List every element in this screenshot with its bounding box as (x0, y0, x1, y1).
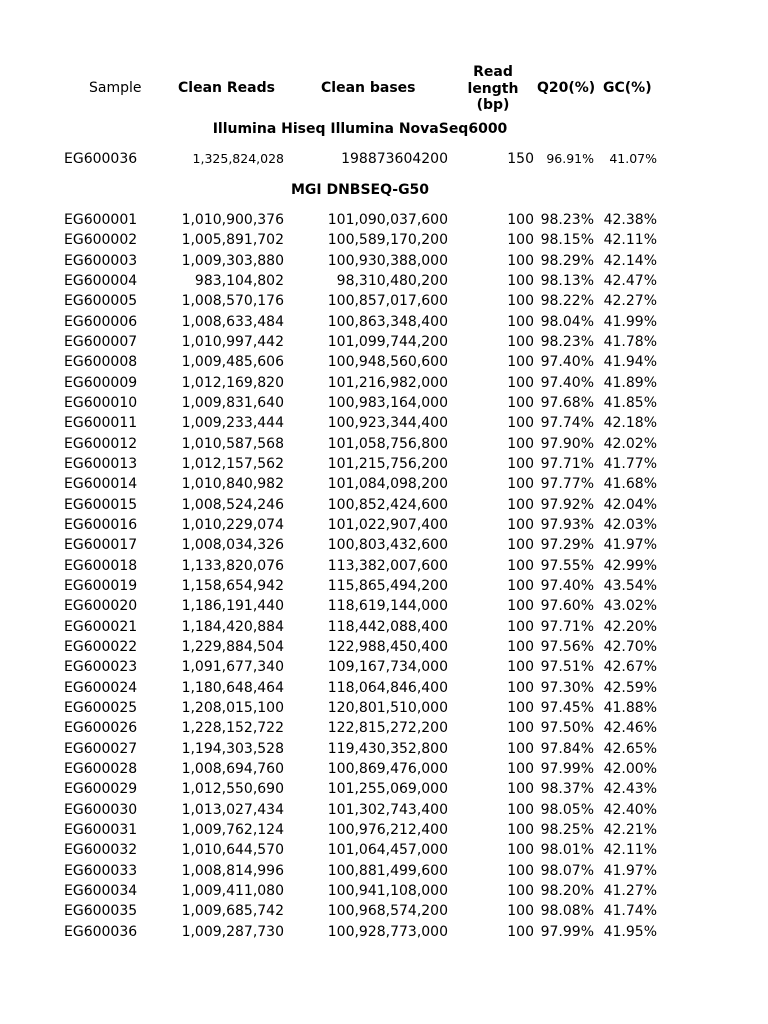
cell-q20: 97.40% (540, 354, 594, 371)
cell-q20: 98.08% (540, 903, 594, 920)
table-row (0, 271, 768, 291)
table-row (0, 251, 768, 271)
cell-gc: 41.97% (603, 537, 657, 554)
table-row (0, 434, 768, 454)
cell-gc: 42.11% (603, 232, 657, 249)
table-row (0, 698, 768, 718)
cell-gc: 41.74% (603, 903, 657, 920)
cell-clean-reads: 1,012,157,562 (181, 455, 284, 472)
cell-sample: EG600020 (64, 598, 138, 615)
cell-read-length: 100 (507, 659, 534, 676)
header-read-length (463, 64, 523, 114)
cell-clean-bases: 101,255,069,000 (327, 781, 448, 798)
cell-q20: 97.55% (540, 557, 594, 574)
cell-clean-reads: 1,009,233,444 (181, 415, 284, 432)
cell-gc: 41.88% (603, 699, 657, 716)
table-row (0, 922, 768, 942)
cell-clean-bases: 101,099,744,200 (327, 333, 448, 350)
cell-sample: EG600008 (64, 354, 138, 371)
cell-clean-bases: 100,968,574,200 (327, 903, 448, 920)
cell-read-length: 100 (507, 720, 534, 737)
cell-q20: 97.71% (540, 618, 594, 635)
table-row (0, 637, 768, 657)
table-row (0, 373, 768, 393)
cell-clean-reads: 983,104,802 (194, 272, 284, 289)
table-row (0, 779, 768, 799)
cell-clean-reads: 1,208,015,100 (181, 699, 284, 716)
section-title-illumina: Illumina Hiseq Illumina NovaSeq6000 (212, 121, 508, 137)
cell-sample: EG600021 (64, 618, 138, 635)
table-row (0, 556, 768, 576)
cell-clean-bases: 100,923,344,400 (327, 415, 448, 432)
cell-read-length: 100 (507, 496, 534, 513)
cell-clean-bases: 100,976,212,400 (327, 821, 448, 838)
cell-gc: 43.02% (603, 598, 657, 615)
cell-sample: EG600028 (64, 760, 138, 777)
cell-q20: 97.45% (540, 699, 594, 716)
cell-q20: 97.40% (540, 374, 594, 391)
cell-clean-bases: 198873604200 (341, 151, 448, 167)
cell-read-length: 100 (507, 232, 534, 249)
cell-read-length: 100 (507, 333, 534, 350)
cell-gc: 42.65% (603, 740, 657, 757)
cell-sample: EG600017 (64, 537, 138, 554)
cell-clean-reads: 1,180,648,464 (181, 679, 284, 696)
cell-read-length: 100 (507, 923, 534, 940)
cell-clean-reads: 1,013,027,434 (181, 801, 284, 818)
cell-q20: 98.20% (540, 882, 594, 899)
cell-clean-reads: 1,010,587,568 (181, 435, 284, 452)
cell-gc: 42.40% (603, 801, 657, 818)
cell-read-length: 100 (507, 272, 534, 289)
header-clean-bases: Clean bases (321, 80, 416, 96)
header-read-length-line2: length (467, 80, 519, 97)
cell-q20: 97.60% (540, 598, 594, 615)
table-row (0, 332, 768, 352)
cell-gc: 42.47% (603, 272, 657, 289)
cell-clean-reads: 1,009,831,640 (181, 394, 284, 411)
cell-read-length: 100 (507, 293, 534, 310)
cell-sample: EG600014 (64, 476, 138, 493)
cell-q20: 98.23% (540, 333, 594, 350)
cell-sample: EG600016 (64, 516, 138, 533)
cell-read-length: 100 (507, 618, 534, 635)
cell-read-length: 100 (507, 313, 534, 330)
cell-q20: 98.15% (540, 232, 594, 249)
cell-read-length: 100 (507, 435, 534, 452)
cell-sample: EG600022 (64, 638, 138, 655)
cell-clean-reads: 1,091,677,340 (181, 659, 284, 676)
cell-gc: 41.68% (603, 476, 657, 493)
cell-gc: 41.89% (603, 374, 657, 391)
cell-clean-reads: 1,325,824,028 (192, 151, 284, 166)
cell-gc: 42.38% (603, 212, 657, 228)
cell-clean-bases: 101,022,907,400 (327, 516, 448, 533)
cell-sample: EG600025 (64, 699, 138, 716)
table-row (0, 291, 768, 311)
cell-sample: EG600032 (64, 842, 138, 859)
table-row (0, 759, 768, 779)
cell-clean-reads: 1,010,900,376 (181, 212, 284, 228)
cell-gc: 41.94% (603, 354, 657, 371)
cell-sample: EG600010 (64, 394, 138, 411)
header-clean-reads: Clean Reads (178, 80, 275, 96)
cell-sample: EG600033 (64, 862, 138, 879)
cell-gc: 42.04% (603, 496, 657, 513)
cell-clean-bases: 100,928,773,000 (327, 923, 448, 940)
cell-gc: 42.67% (603, 659, 657, 676)
cell-sample: EG600031 (64, 821, 138, 838)
cell-q20: 98.25% (540, 821, 594, 838)
cell-clean-bases: 100,857,017,600 (327, 293, 448, 310)
cell-read-length: 100 (507, 801, 534, 818)
table-row (0, 454, 768, 474)
cell-clean-reads: 1,009,303,880 (181, 252, 284, 269)
cell-gc: 42.00% (603, 760, 657, 777)
cell-read-length: 100 (507, 415, 534, 432)
cell-clean-reads: 1,008,034,326 (181, 537, 284, 554)
cell-q20: 97.30% (540, 679, 594, 696)
cell-read-length: 100 (507, 577, 534, 594)
cell-read-length: 100 (507, 740, 534, 757)
cell-clean-bases: 100,869,476,000 (327, 760, 448, 777)
table-row (0, 678, 768, 698)
cell-q20: 97.40% (540, 577, 594, 594)
cell-sample: EG600036 (64, 923, 138, 940)
cell-sample: EG600036 (64, 151, 138, 167)
cell-clean-reads: 1,008,570,176 (181, 293, 284, 310)
cell-read-length: 100 (507, 699, 534, 716)
cell-sample: EG600012 (64, 435, 138, 452)
table-row (0, 881, 768, 901)
cell-gc: 41.99% (603, 313, 657, 330)
cell-q20: 97.93% (540, 516, 594, 533)
cell-read-length: 100 (507, 557, 534, 574)
cell-read-length: 100 (507, 537, 534, 554)
cell-q20: 97.29% (540, 537, 594, 554)
table-row (0, 495, 768, 515)
cell-sample: EG600003 (64, 252, 138, 269)
table-row (0, 474, 768, 494)
cell-clean-reads: 1,010,840,982 (181, 476, 284, 493)
cell-gc: 42.59% (603, 679, 657, 696)
cell-q20: 97.51% (540, 659, 594, 676)
cell-read-length: 100 (507, 598, 534, 615)
cell-clean-bases: 101,302,743,400 (327, 801, 448, 818)
cell-gc: 42.03% (603, 516, 657, 533)
table-row (0, 352, 768, 372)
cell-read-length: 100 (507, 394, 534, 411)
table-row (0, 149, 768, 169)
table-row (0, 657, 768, 677)
cell-clean-reads: 1,194,303,528 (181, 740, 284, 757)
cell-clean-bases: 101,215,756,200 (327, 455, 448, 472)
cell-clean-bases: 118,442,088,400 (327, 618, 448, 635)
cell-q20: 97.68% (540, 394, 594, 411)
cell-clean-reads: 1,010,644,570 (181, 842, 284, 859)
cell-gc: 41.95% (603, 923, 657, 940)
cell-gc: 42.70% (603, 638, 657, 655)
cell-read-length: 100 (507, 638, 534, 655)
cell-q20: 97.90% (540, 435, 594, 452)
cell-gc: 42.11% (603, 842, 657, 859)
cell-clean-reads: 1,008,814,996 (181, 862, 284, 879)
cell-sample: EG600001 (64, 212, 138, 228)
cell-q20: 97.99% (540, 923, 594, 940)
table-row (0, 515, 768, 535)
cell-clean-reads: 1,008,694,760 (181, 760, 284, 777)
cell-clean-bases: 100,803,432,600 (327, 537, 448, 554)
cell-sample: EG600018 (64, 557, 138, 574)
table-row (0, 393, 768, 413)
cell-gc: 41.07% (609, 151, 657, 166)
cell-read-length: 100 (507, 516, 534, 533)
cell-sample: EG600030 (64, 801, 138, 818)
cell-gc: 42.02% (603, 435, 657, 452)
cell-gc: 41.77% (603, 455, 657, 472)
cell-q20: 97.84% (540, 740, 594, 757)
cell-clean-reads: 1,184,420,884 (181, 618, 284, 635)
cell-gc: 42.20% (603, 618, 657, 635)
cell-gc: 42.21% (603, 821, 657, 838)
cell-clean-reads: 1,009,685,742 (181, 903, 284, 920)
table-row (0, 413, 768, 433)
cell-clean-reads: 1,010,997,442 (181, 333, 284, 350)
section-title-mgi: MGI DNBSEQ-G50 (290, 182, 430, 198)
cell-read-length: 100 (507, 212, 534, 228)
cell-gc: 42.46% (603, 720, 657, 737)
cell-q20: 97.99% (540, 760, 594, 777)
table-row (0, 840, 768, 860)
table-row (0, 861, 768, 881)
cell-clean-reads: 1,009,411,080 (181, 882, 284, 899)
cell-q20: 98.01% (540, 842, 594, 859)
cell-sample: EG600005 (64, 293, 138, 310)
cell-clean-bases: 100,881,499,600 (327, 862, 448, 879)
cell-sample: EG600015 (64, 496, 138, 513)
header-gc: GC(%) (603, 80, 652, 96)
cell-clean-bases: 101,064,457,000 (327, 842, 448, 859)
cell-q20: 97.56% (540, 638, 594, 655)
table-row (0, 576, 768, 596)
cell-clean-bases: 100,589,170,200 (327, 232, 448, 249)
cell-read-length: 100 (507, 760, 534, 777)
cell-clean-reads: 1,229,884,504 (181, 638, 284, 655)
table-row (0, 901, 768, 921)
cell-gc: 42.14% (603, 252, 657, 269)
header-sample: Sample (89, 80, 142, 96)
cell-clean-bases: 119,430,352,800 (327, 740, 448, 757)
cell-clean-reads: 1,005,891,702 (181, 232, 284, 249)
cell-sample: EG600011 (64, 415, 138, 432)
cell-sample: EG600009 (64, 374, 138, 391)
cell-gc: 41.97% (603, 862, 657, 879)
cell-clean-bases: 120,801,510,000 (327, 699, 448, 716)
cell-clean-bases: 118,619,144,000 (327, 598, 448, 615)
cell-clean-bases: 100,852,424,600 (327, 496, 448, 513)
cell-q20: 97.92% (540, 496, 594, 513)
cell-read-length: 100 (507, 781, 534, 798)
cell-sample: EG600029 (64, 781, 138, 798)
cell-read-length: 100 (507, 354, 534, 371)
cell-sample: EG600035 (64, 903, 138, 920)
cell-sample: EG600024 (64, 679, 138, 696)
cell-read-length: 100 (507, 862, 534, 879)
cell-clean-reads: 1,133,820,076 (181, 557, 284, 574)
cell-sample: EG600007 (64, 333, 138, 350)
table-row (0, 596, 768, 616)
table-row (0, 800, 768, 820)
cell-clean-bases: 98,310,480,200 (336, 272, 448, 289)
header-read-length-line1: Read (473, 64, 513, 80)
cell-clean-bases: 101,058,756,800 (327, 435, 448, 452)
cell-sample: EG600027 (64, 740, 138, 757)
cell-clean-bases: 100,983,164,000 (327, 394, 448, 411)
cell-read-length: 100 (507, 882, 534, 899)
table-row (0, 617, 768, 637)
cell-clean-bases: 122,988,450,400 (327, 638, 448, 655)
cell-sample: EG600013 (64, 455, 138, 472)
cell-q20: 98.37% (540, 781, 594, 798)
cell-clean-bases: 101,084,098,200 (327, 476, 448, 493)
cell-read-length: 100 (507, 455, 534, 472)
cell-clean-bases: 100,930,388,000 (327, 252, 448, 269)
cell-q20: 96.91% (546, 151, 594, 166)
table-row (0, 718, 768, 738)
cell-clean-bases: 100,863,348,400 (327, 313, 448, 330)
cell-q20: 98.23% (540, 212, 594, 228)
header-read-length-line3: (bp) (476, 97, 510, 113)
cell-sample: EG600023 (64, 659, 138, 676)
cell-read-length: 100 (507, 821, 534, 838)
cell-clean-reads: 1,012,550,690 (181, 781, 284, 798)
cell-q20: 98.05% (540, 801, 594, 818)
cell-clean-bases: 113,382,007,600 (327, 557, 448, 574)
cell-sample: EG600026 (64, 720, 138, 737)
header-q20: Q20(%) (537, 80, 596, 96)
cell-q20: 98.04% (540, 313, 594, 330)
cell-clean-bases: 122,815,272,200 (327, 720, 448, 737)
cell-clean-bases: 100,941,108,000 (327, 882, 448, 899)
cell-clean-reads: 1,009,485,606 (181, 354, 284, 371)
cell-q20: 98.22% (540, 293, 594, 310)
cell-q20: 97.50% (540, 720, 594, 737)
cell-gc: 42.99% (603, 557, 657, 574)
cell-clean-bases: 100,948,560,600 (327, 354, 448, 371)
cell-clean-reads: 1,158,654,942 (181, 577, 284, 594)
cell-clean-bases: 101,090,037,600 (327, 212, 448, 228)
cell-clean-reads: 1,186,191,440 (181, 598, 284, 615)
cell-read-length: 100 (507, 842, 534, 859)
cell-read-length: 100 (507, 252, 534, 269)
cell-gc: 43.54% (603, 577, 657, 594)
cell-read-length: 100 (507, 374, 534, 391)
cell-gc: 41.78% (603, 333, 657, 350)
cell-clean-bases: 101,216,982,000 (327, 374, 448, 391)
cell-clean-bases: 115,865,494,200 (327, 577, 448, 594)
cell-clean-reads: 1,012,169,820 (181, 374, 284, 391)
cell-sample: EG600002 (64, 232, 138, 249)
cell-read-length: 150 (507, 151, 534, 167)
cell-q20: 97.71% (540, 455, 594, 472)
cell-gc: 42.43% (603, 781, 657, 798)
cell-gc: 41.27% (603, 882, 657, 899)
cell-clean-reads: 1,008,524,246 (181, 496, 284, 513)
cell-sample: EG600006 (64, 313, 138, 330)
cell-gc: 42.18% (603, 415, 657, 432)
table-row (0, 312, 768, 332)
cell-clean-reads: 1,010,229,074 (181, 516, 284, 533)
cell-sample: EG600004 (64, 272, 138, 289)
cell-read-length: 100 (507, 679, 534, 696)
cell-clean-bases: 118,064,846,400 (327, 679, 448, 696)
cell-q20: 97.77% (540, 476, 594, 493)
cell-gc: 41.85% (603, 394, 657, 411)
cell-q20: 98.29% (540, 252, 594, 269)
table-row (0, 820, 768, 840)
cell-sample: EG600019 (64, 577, 138, 594)
table-row (0, 535, 768, 555)
cell-sample: EG600034 (64, 882, 138, 899)
table-row (0, 739, 768, 759)
cell-clean-reads: 1,228,152,722 (181, 720, 284, 737)
cell-q20: 98.07% (540, 862, 594, 879)
cell-q20: 97.74% (540, 415, 594, 432)
cell-clean-bases: 109,167,734,000 (327, 659, 448, 676)
cell-gc: 42.27% (603, 293, 657, 310)
table-row (0, 210, 768, 230)
table-row (0, 230, 768, 250)
cell-q20: 98.13% (540, 272, 594, 289)
cell-read-length: 100 (507, 476, 534, 493)
cell-clean-reads: 1,008,633,484 (181, 313, 284, 330)
cell-clean-reads: 1,009,287,730 (181, 923, 284, 940)
cell-clean-reads: 1,009,762,124 (181, 821, 284, 838)
cell-read-length: 100 (507, 903, 534, 920)
